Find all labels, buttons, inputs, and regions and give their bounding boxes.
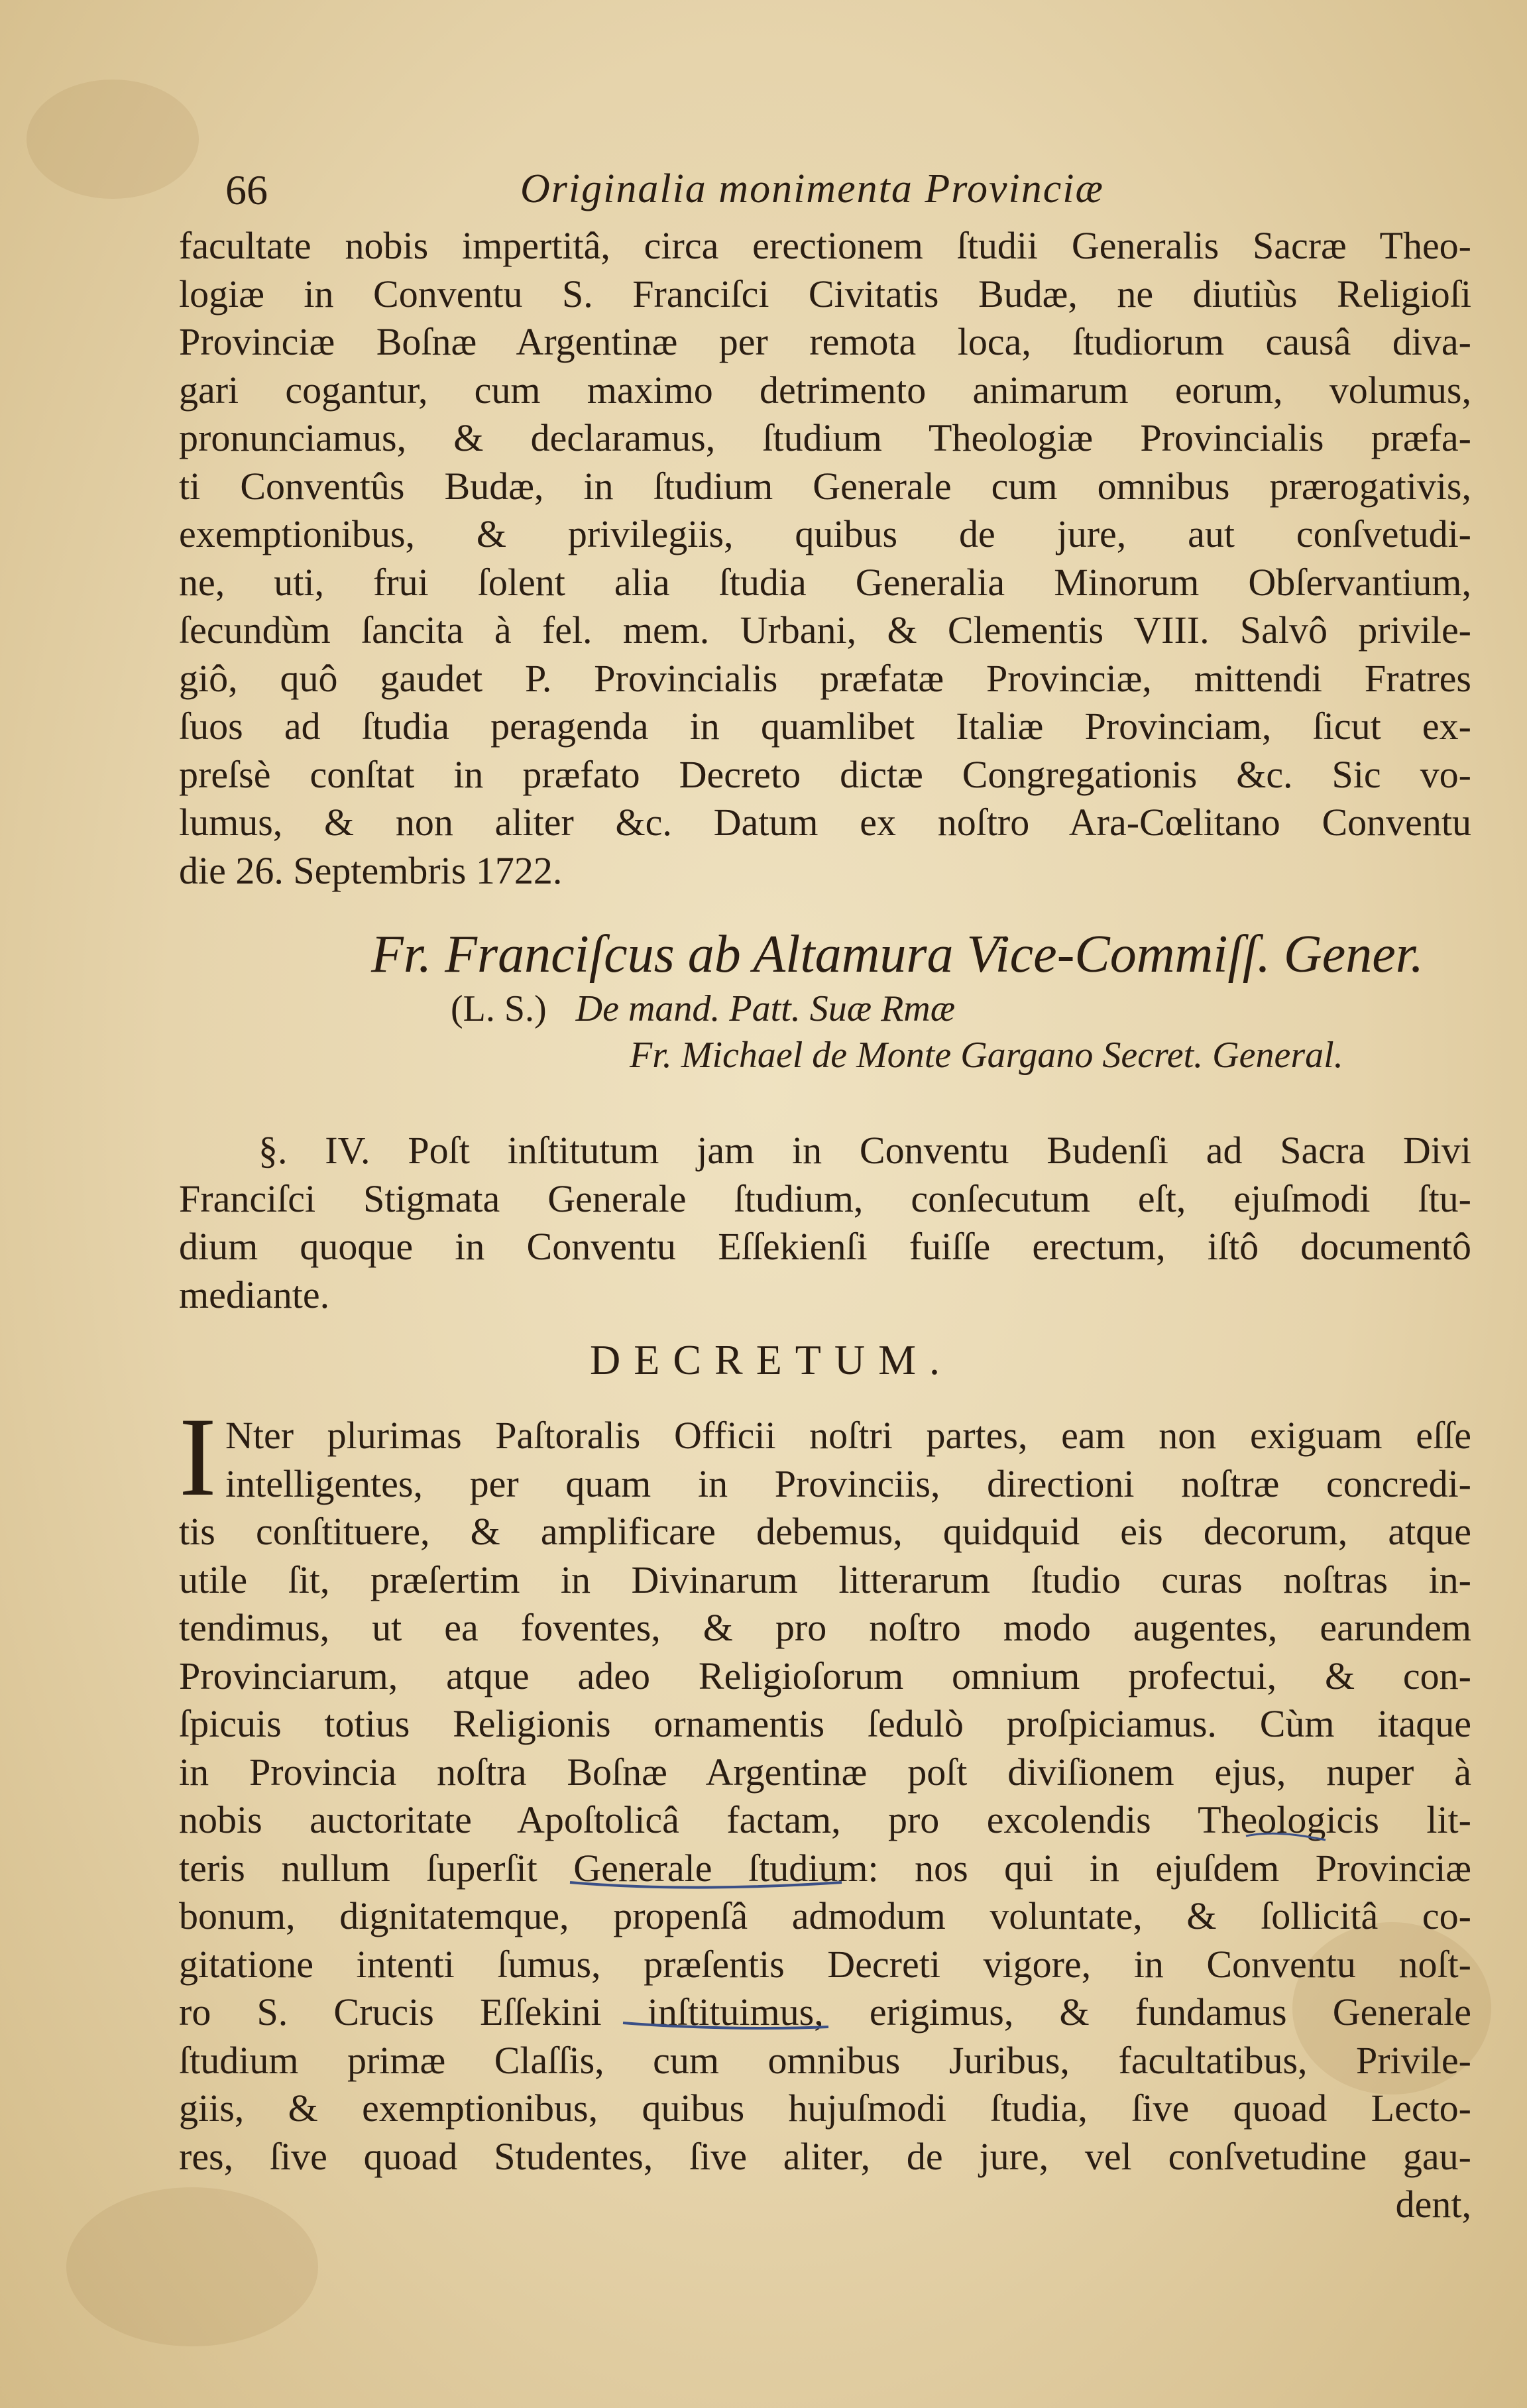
text-line: gitatione intenti ſumus, præſentis Decreti vigore, in Conventu noſt-	[179, 1942, 1471, 1986]
text-line: giis, & exemptionibus, quibus hujuſmodi ſtudia, ſive quoad Lecto-	[179, 2087, 1471, 2130]
text-line: Franciſci Stigmata Generale ſtudium, conſecutum eſt, ejuſmodi ſtu-	[179, 1176, 1471, 1220]
secretary-signature: Fr. Michael de Monte Gargano Secret. General.	[630, 1035, 1343, 1076]
text-line: teris nullum ſuperſit Generale ſtudium: nos qui in ejuſdem Provinciæ	[179, 1846, 1471, 1890]
text-line: ro S. Crucis Eſſekini inſtituimus, erigimus, & fundamus Generale	[179, 1990, 1471, 2034]
text-line: ti Conventûs Budæ, in ſtudium Generale cum omnibus prærogativis,	[179, 464, 1471, 508]
text-line: Provinciarum, atque adeo Religioſorum omnium profectui, & con-	[179, 1654, 1471, 1697]
text-line: exemptionibus, & privilegiis, quibus de jure, aut conſvetudi-	[179, 512, 1471, 555]
text-line: facultate nobis impertitâ, circa erectionem ſtudii Generalis Sacræ Theo-	[179, 224, 1471, 267]
text-line: tis conſtituere, & amplificare debemus, quidquid eis decorum, atque	[179, 1510, 1471, 1553]
text-line: Provinciæ Boſnæ Argentinæ per remota loca, ſtudiorum causâ diva-	[179, 320, 1471, 363]
text-line: bonum, dignitatemque, propenſâ admodum voluntate, & ſollicitâ co-	[179, 1894, 1471, 1937]
text-line: lumus, & non aliter &c. Datum ex noſtro Ara-Cœlitano Conventu	[179, 801, 1471, 844]
decree-heading: DECRETUM.	[590, 1336, 953, 1383]
text-line: ſpicuis totius Religionis ornamentis ſedulò proſpiciamus. Cùm itaque	[179, 1702, 1471, 1745]
text-line: logiæ in Conventu S. Franciſci Civitatis Budæ, ne diutiùs Religioſi	[179, 272, 1471, 315]
handwritten-underline	[623, 2023, 828, 2028]
text-line: §. IV. Poſt inſtitutum jam in Conventu Budenſi ad Sacra Divi	[258, 1129, 1471, 1172]
text-line: ne, uti, frui ſolent alia ſtudia Generalia Minorum Obſervantium,	[179, 560, 1471, 604]
text-line: utile ſit, præſertim in Divinarum litterarum ſtudio curas noſtras in-	[179, 1558, 1471, 1601]
page-number: 66	[225, 166, 268, 213]
text-line: die 26. Septembris 1722.	[179, 848, 563, 892]
handwritten-mark	[1246, 1833, 1326, 1840]
text-line: ſuos ad ſtudia peragenda in quamlibet Italiæ Provinciam, ſicut ex-	[179, 705, 1471, 748]
mandate-note: De mand. Patt. Suæ Rmæ	[575, 988, 956, 1029]
text-line: res, ſive quoad Studentes, ſive aliter, de jure, vel conſvetudine gau-	[179, 2134, 1471, 2178]
handwritten-underline	[570, 1882, 842, 1888]
text-line: in Provincia noſtra Boſnæ Argentinæ poſt diviſionem ejus, nuper à	[179, 1750, 1471, 1794]
text-line: dium quoque in Conventu Eſſekienſi fuiſſe erectum, iſtô documentô	[179, 1225, 1471, 1268]
text-line: preſsè conſtat in præfato Decreto dictæ Congregationis &c. Sic vo-	[179, 752, 1471, 796]
text-line: mediante.	[179, 1273, 330, 1316]
signatory-name: Fr. Franciſcus ab Altamura Vice-Commiſſ. Gener.	[371, 925, 1424, 984]
text-line: ſecundùm ſancita à fel. mem. Urbani, & Clementis VIII. Salvô privile-	[179, 608, 1471, 652]
running-title: Originalia monimenta Provinciæ	[520, 166, 1104, 211]
text-line: tendimus, ut ea foventes, & pro noſtro modo augentes, earundem	[179, 1606, 1471, 1649]
text-line: gari cogantur, cum maximo detrimento animarum eorum, volumus,	[179, 368, 1471, 412]
text-line: ſtudium primæ Claſſis, cum omnibus Juribus, facultatibus, Privile-	[179, 2038, 1471, 2082]
seal-mark: (L. S.)	[451, 988, 547, 1029]
catchword: dent,	[1395, 2183, 1471, 2226]
text-line: Nter plurimas Paſtoralis Officii noſtri partes, eam non exiguam eſſe	[225, 1414, 1471, 1457]
text-line: nobis auctoritate Apoſtolicâ factam, pro excolendis Theologicis lit-	[179, 1798, 1471, 1841]
text-line: intelligentes, per quam in Provinciis, directioni noſtræ concredi-	[225, 1462, 1471, 1505]
text-line: giô, quô gaudet P. Provincialis præfatæ Provinciæ, mittendi Fratres	[179, 656, 1471, 700]
text-line: pronunciamus, & declaramus, ſtudium Theologiæ Provincialis præfa-	[179, 416, 1471, 459]
drop-capital: I	[179, 1395, 217, 1519]
